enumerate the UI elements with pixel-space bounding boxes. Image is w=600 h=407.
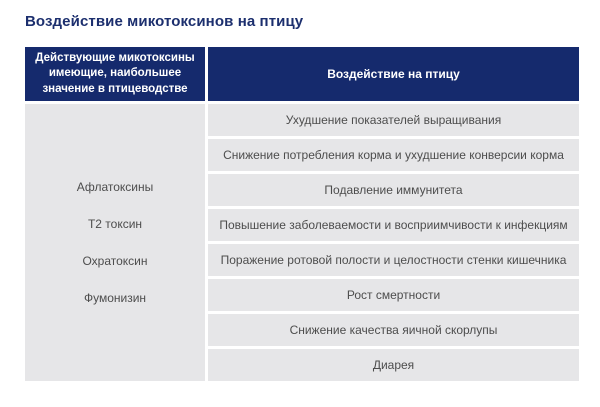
header-cell-effects: Воздействие на птицу: [208, 47, 579, 101]
toxin-name: Т2 токсин: [87, 217, 143, 231]
header-cell-mycotoxins: Действующие микотоксины имеющие, наибольшее значение в птицеводстве: [25, 47, 205, 101]
effects-column: [208, 104, 579, 381]
toxins-merged-cell: [25, 104, 205, 381]
table-header-row: [25, 47, 579, 101]
toxin-name: Афлатоксины: [76, 180, 154, 194]
effect-row: Поражение ротовой полости и целостности стенки кишечника: [208, 244, 579, 276]
table-body: [25, 104, 579, 381]
toxin-name: Охратоксин: [82, 254, 148, 268]
effect-row: Диарея: [208, 349, 579, 381]
effect-row: Снижение качества яичной скорлупы: [208, 314, 579, 346]
effect-row: Рост смертности: [208, 279, 579, 311]
effect-row: Повышение заболеваемости и восприимчивости к инфекциям: [208, 209, 579, 241]
page-title: Воздействие микотоксинов на птицу: [25, 13, 304, 30]
effect-row: Ухудшение показателей выращивания: [208, 104, 579, 136]
effect-row: Снижение потребления корма и ухудшение конверсии корма: [208, 139, 579, 171]
effect-row: Подавление иммунитета: [208, 174, 579, 206]
toxin-name: Фумонизин: [83, 291, 147, 305]
mycotoxin-effects-table: [25, 47, 579, 381]
